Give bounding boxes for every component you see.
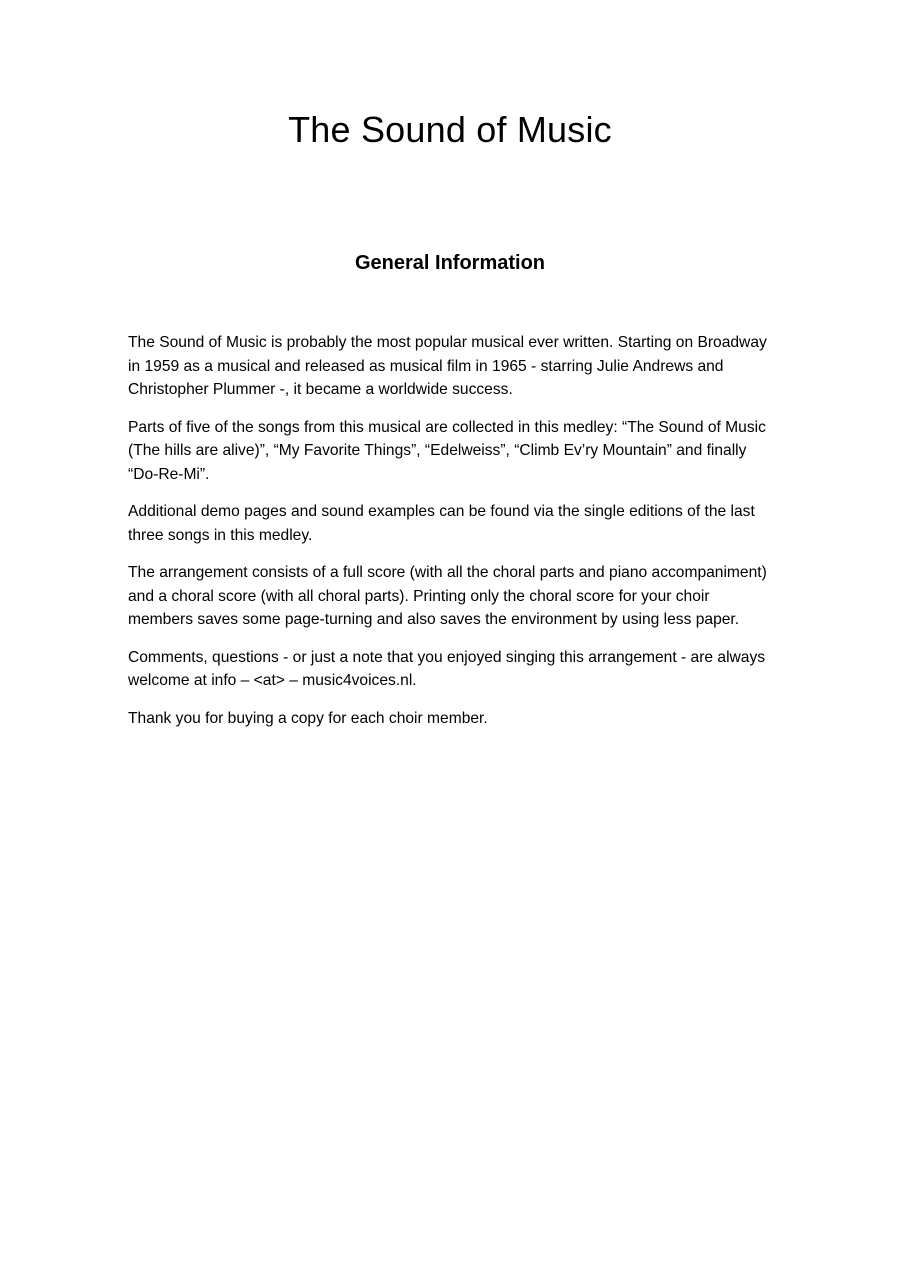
- paragraph-songs: Parts of five of the songs from this musical are collected in this medley: “The Sound of Music (The hills are alive)”, “My Favorite Things”, “Edelweiss”, “Climb Ev’ry Mountain” and finally “Do-Re-Mi”.: [128, 418, 766, 483]
- paragraph-intro: The Sound of Music is probably the most popular musical ever written. Starting on Broadway in 1959 as a musical and released as musical film in 1965 - starring Julie Andrews and Christopher Plummer -, it became a worldwide success.: [128, 334, 767, 398]
- section-heading: General Information: [354, 252, 546, 274]
- paragraph-comments: Comments, questions - or just a note that you enjoyed singing this arrangement - are always welcome at info – <at> – music4voices.nl.: [128, 648, 766, 689]
- body-text: [128, 331, 776, 744]
- paragraph-demo: Additional demo pages and sound examples can be found via the single editions of the last three songs in this medley.: [128, 503, 755, 544]
- paragraph-thanks: Thank you for buying a copy for each choir member.: [128, 709, 488, 727]
- paragraph-arrangement: The arrangement consists of a full score (with all the choral parts and piano accompaniment) and a choral score (with all choral parts). Printing only the choral score for your choir members saves some page-turning and also saves the environment by using less paper.: [128, 564, 767, 628]
- document-title: The Sound of Music: [288, 109, 612, 150]
